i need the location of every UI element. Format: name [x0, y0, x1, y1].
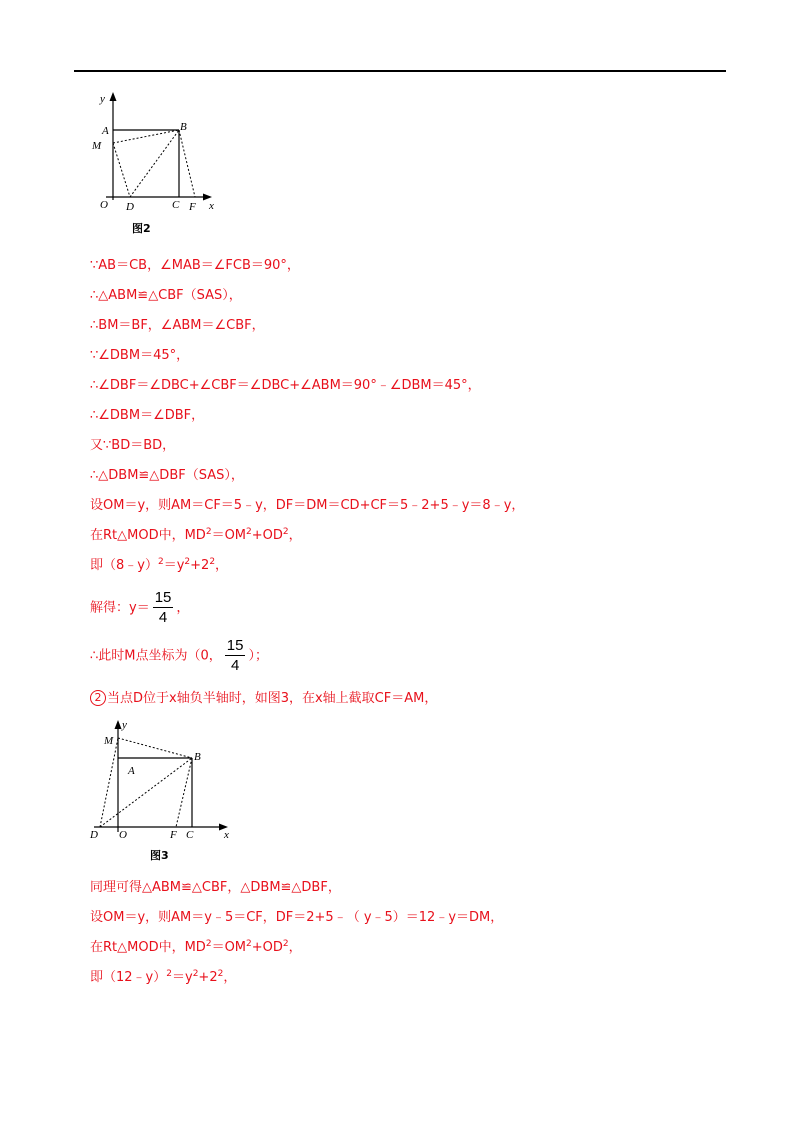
header-rule [74, 70, 726, 72]
proof-line-4: ∵∠DBM＝45°， [90, 348, 190, 363]
label-b: B [194, 751, 201, 763]
segment-md [113, 143, 130, 197]
proof-line-16: 设OM＝y，则AM＝y﹣5＝CF，DF＝2+5﹣（ y﹣5）＝12﹣y＝DM， [90, 910, 504, 925]
proof-line-3: ∴BM＝BF，∠ABM＝∠CBF， [90, 318, 265, 333]
proof-line-5: ∴∠DBF＝∠DBC+∠CBF＝∠DBC+∠ABM＝90°﹣∠DBM＝45°， [90, 378, 481, 393]
label-a: A [102, 125, 109, 137]
segment-db [130, 130, 179, 197]
proof-line-18: 即$(12﹣y)^2=y^2+2^2$， [90, 969, 237, 985]
label-y: y [122, 719, 127, 731]
figure-3-diagram [88, 714, 248, 864]
proof-line-13: ∴此时M点坐标为（0， $\frac{15}{4}$ ）； [90, 637, 268, 674]
figure-3 [88, 714, 248, 864]
label-m: M [92, 140, 102, 152]
proof-line-9: 设OM＝y，则AM＝CF＝5﹣y，DF＝DM＝CD+CF＝5﹣2+5﹣y＝8﹣y， [90, 498, 525, 513]
proof-line-6: ∴∠DBM＝∠DBF， [90, 408, 205, 423]
proof-line-15: 同理可得△ABM≌△CBF，△DBM≌△DBF， [90, 880, 341, 895]
figure-2 [88, 88, 228, 238]
label-y: y [100, 93, 105, 105]
fraction-15-over-4: $\frac{15}{4}$ [154, 589, 172, 626]
segment-bm [113, 130, 179, 143]
proof-line-2: ∴△ABM≌△CBF（SAS）， [90, 288, 242, 303]
label-f: F [170, 829, 177, 841]
y-axis-arrow [115, 720, 122, 729]
label-a: A [128, 765, 135, 777]
proof-line-8: ∴△DBM≌△DBF（SAS）， [90, 468, 244, 483]
proof-line-7: 又∵BD＝BD， [90, 438, 176, 453]
label-m: M [104, 735, 114, 747]
segment-dm [100, 738, 118, 827]
segment-bf [179, 130, 195, 197]
figure-2-caption: 图2 [132, 222, 151, 235]
fraction-15-over-4-b: $\frac{15}{4}$ [226, 637, 244, 674]
label-d: D [90, 829, 98, 841]
proof-line-12: 解得：y＝ $\frac{15}{4}$ ， [90, 589, 190, 626]
label-x: x [224, 829, 229, 841]
label-o: O [100, 199, 108, 211]
label-o: O [119, 829, 127, 841]
figure-3-caption: 图3 [150, 849, 169, 862]
proof-line-17: 在Rt△MOD中，$MD^2=OM^2+OD^2$， [90, 939, 302, 955]
y-axis-arrow [110, 92, 117, 101]
label-c: C [172, 199, 180, 211]
circled-number-2: 2 [90, 690, 106, 706]
proof-line-14: 2 当点D位于x轴负半轴时，如图3，在x轴上截取CF＝AM， [90, 690, 437, 707]
label-x: x [209, 200, 214, 212]
proof-line-11: 即$(8﹣y)^2=y^2+2^2$， [90, 557, 229, 573]
proof-line-1: ∵AB＝CB，∠MAB＝∠FCB＝90°， [90, 258, 300, 273]
label-d: D [126, 201, 134, 213]
segment-mb [118, 738, 192, 758]
figure-2-diagram [88, 88, 228, 238]
proof-line-10: 在Rt△MOD中，$MD^2=OM^2+OD^2$， [90, 527, 302, 543]
label-b: B [180, 121, 187, 133]
label-f: F [189, 201, 196, 213]
label-c: C [186, 829, 194, 841]
